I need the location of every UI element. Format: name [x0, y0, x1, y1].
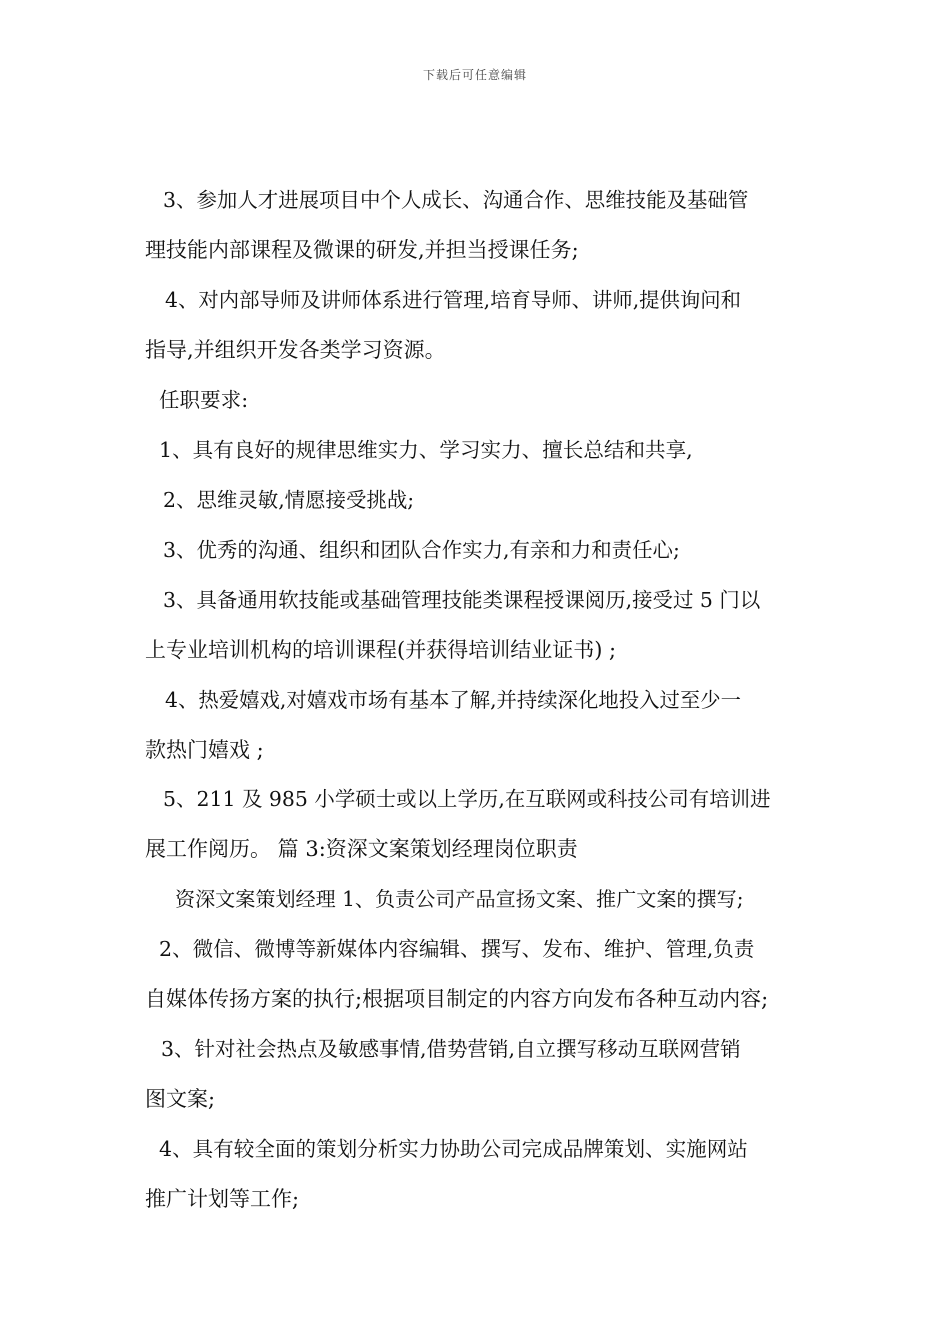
body-line: 推广计划等工作; — [145, 1187, 300, 1211]
body-line: 图文案; — [145, 1087, 216, 1111]
body-line: 3、优秀的沟通、组织和团队合作实力,有亲和力和责任心; — [163, 538, 680, 562]
body-line: 1、具有良好的规律思维实力、学习实力、擅长总结和共享, — [159, 438, 693, 462]
body-line: 资深文案策划经理 1、负责公司产品宣扬文案、推广文案的撰写; — [175, 887, 744, 911]
body-line: 上专业培训机构的培训课程(并获得培训结业证书) ; — [145, 638, 617, 662]
body-line: 3、参加人才进展项目中个人成长、沟通合作、思维技能及基础管 — [163, 188, 749, 212]
body-line: 4、具有较全面的策划分析实力协助公司完成品牌策划、实施网站 — [159, 1137, 748, 1161]
body-line: 4、对内部导师及讲师体系进行管理,培育导师、讲师,提供询问和 — [165, 288, 742, 312]
body-line: 展工作阅历。 篇 3:资深文案策划经理岗位职责 — [145, 837, 578, 861]
body-line: 3、针对社会热点及敏感事情,借势营销,自立撰写移动互联网营销 — [161, 1037, 741, 1061]
body-line: 2、思维灵敏,情愿接受挑战; — [163, 488, 415, 512]
body-line: 2、微信、微博等新媒体内容编辑、撰写、发布、维护、管理,负责 — [159, 937, 755, 961]
body-line: 理技能内部课程及微课的研发,并担当授课任务; — [145, 238, 579, 262]
body-line: 4、热爱嬉戏,对嬉戏市场有基本了解,并持续深化地投入过至少一 — [165, 688, 742, 712]
body-line: 款热门嬉戏 ; — [145, 738, 264, 762]
body-line: 任职要求: — [159, 388, 249, 412]
body-line: 5、211 及 985 小学硕士或以上学历,在互联网或科技公司有培训进 — [163, 787, 771, 811]
body-line: 3、具备通用软技能或基础管理技能类课程授课阅历,接受过 5 门以 — [163, 588, 761, 612]
page-header: 下载后可任意编辑 — [422, 68, 527, 82]
body-line: 自媒体传扬方案的执行;根据项目制定的内容方向发布各种互动内容; — [145, 987, 769, 1011]
body-line: 指导,并组织开发各类学习资源。 — [145, 338, 446, 362]
